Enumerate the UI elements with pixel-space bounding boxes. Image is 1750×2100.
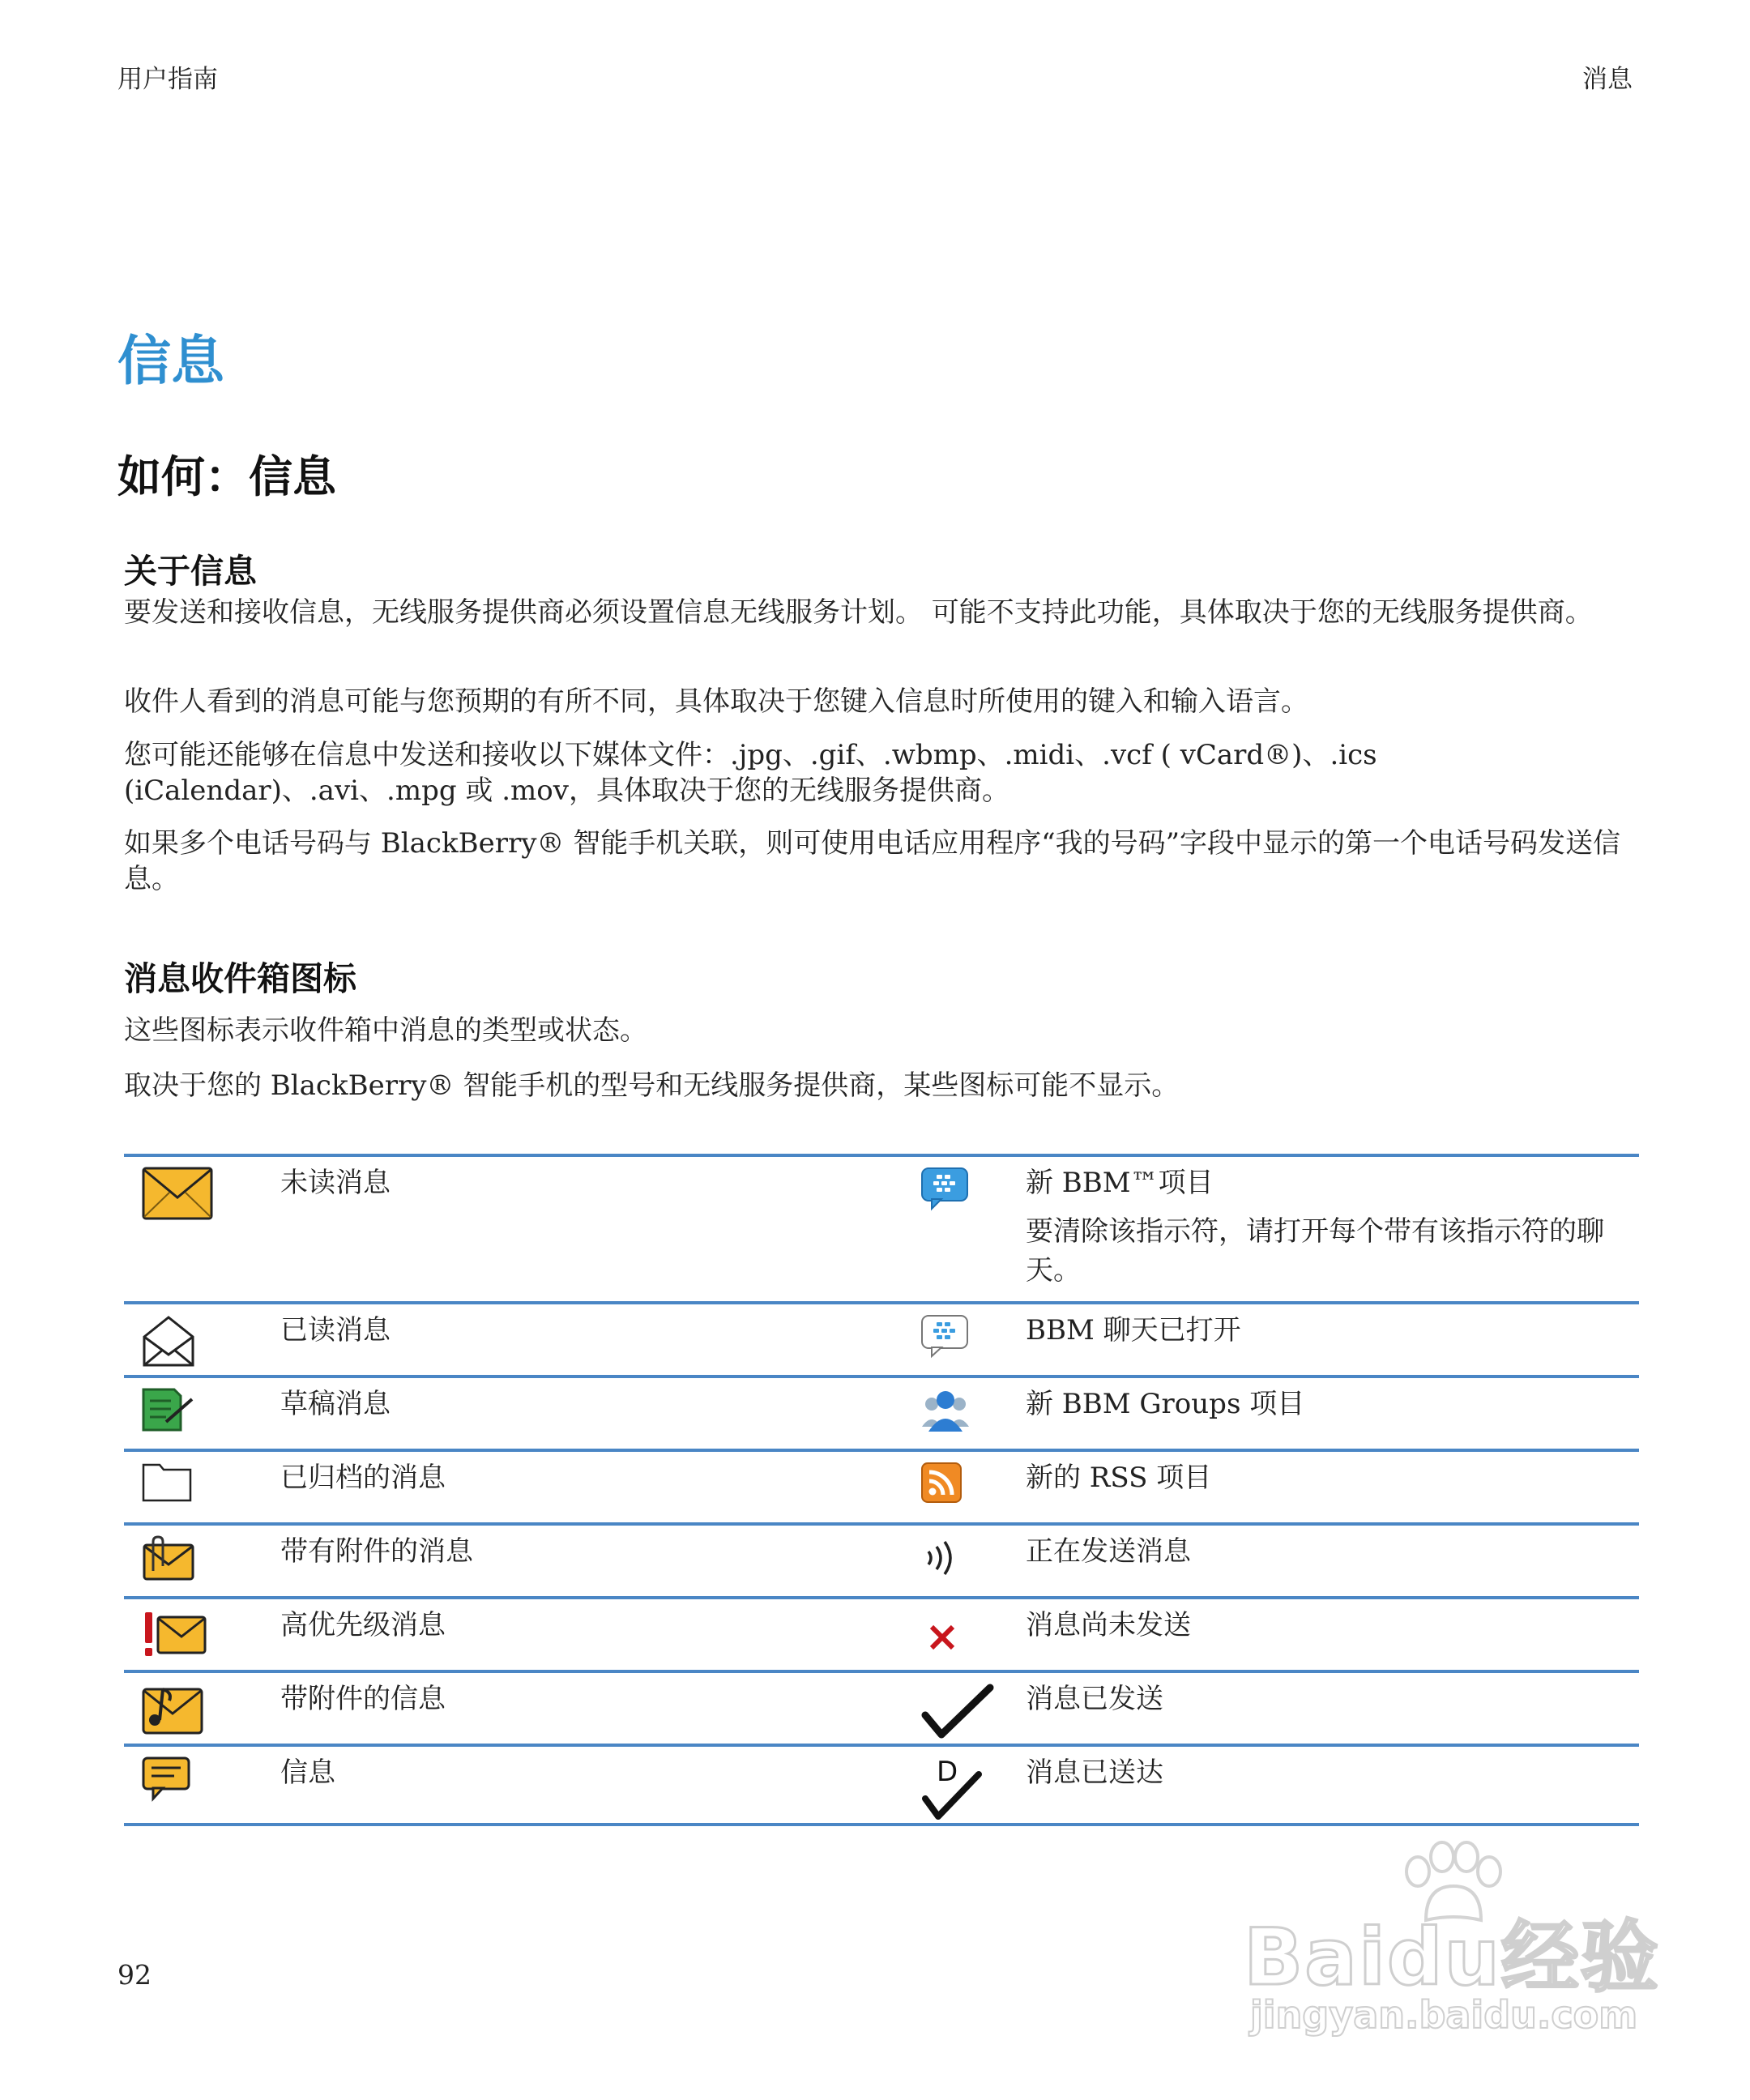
right-label: 消息尚未发送 [1026, 1609, 1191, 1641]
right-label: BBM 聊天已打开 [1026, 1314, 1241, 1347]
rss-icon [920, 1462, 962, 1504]
bbm-groups-icon [920, 1388, 971, 1433]
left-label: 未读消息 [280, 1167, 391, 1199]
draft-icon [142, 1388, 195, 1432]
table-row [124, 1377, 1639, 1450]
table-row [124, 1745, 1639, 1825]
right-label: 新的 RSS 项目 [1026, 1462, 1212, 1494]
baidu-watermark [1244, 1839, 1665, 2042]
delivered-check-icon [920, 1756, 985, 1823]
table-row [124, 1155, 1639, 1303]
left-label: 高优先级消息 [280, 1609, 446, 1641]
chapter-title: 信息 [117, 330, 224, 392]
about-paragraph-3: 您可能还能够在信息中发送和接收以下媒体文件：.jpg、.gif、.wbmp、.midi、.vcf ( vCard®)、.ics (iCalendar)、.avi、.mpg 或 .mov，具体取决于您的无线服务提供商。 [124, 739, 1377, 807]
header-section-name: 消息 [1582, 65, 1633, 94]
left-label: 已归档的消息 [280, 1462, 446, 1494]
watermark-url: jingyan.baidu.com [1250, 1993, 1638, 2037]
about-paragraph-4: 如果多个电话号码与 BlackBerry® 智能手机关联，则可使用电话应用程序“我的号码”字段中显示的第一个电话号码发送信息。 [124, 827, 1620, 895]
unread-envelope-icon [142, 1167, 213, 1220]
right-label: 消息已发送 [1026, 1683, 1163, 1715]
watermark-main: Baidu经验 [1244, 1912, 1660, 2003]
right-label: 新 BBM™项目 [1026, 1167, 1214, 1199]
left-label: 已读消息 [280, 1314, 391, 1347]
page-number: 92 [117, 1959, 152, 1991]
inbox-icons-paragraph-2: 取决于您的 BlackBerry® 智能手机的型号和无线服务提供商，某些图标可能不显示。 [124, 1069, 1180, 1102]
inbox-icons-paragraph-1: 这些图标表示收件箱中消息的类型或状态。 [124, 1014, 647, 1047]
about-heading: 关于信息 [124, 552, 257, 591]
table-row [124, 1303, 1639, 1377]
not-sent-icon [920, 1609, 962, 1654]
table-row [124, 1524, 1639, 1598]
mms-icon [142, 1683, 203, 1736]
open-envelope-icon [142, 1314, 195, 1368]
right-label: 消息已送达 [1026, 1756, 1163, 1789]
right-label: 正在发送消息 [1026, 1535, 1191, 1568]
sms-icon [142, 1756, 190, 1802]
about-paragraph-2: 收件人看到的消息可能与您预期的有所不同，具体取决于您键入信息时所使用的键入和输入语言。 [124, 685, 1308, 718]
about-paragraph-1: 要发送和接收信息，无线服务提供商必须设置信息无线服务计划。 可能不支持此功能，具体取决于您的无线服务提供商。 [124, 596, 1593, 629]
bbm-new-icon [920, 1167, 971, 1212]
table-row [124, 1598, 1639, 1671]
left-label: 带附件的信息 [280, 1683, 446, 1715]
priority-envelope-icon [142, 1609, 207, 1659]
right-note: 要清除该指示符，请打开每个带有该指示符的聊天。 [1026, 1215, 1604, 1287]
sent-check-icon [920, 1683, 995, 1741]
table-row [124, 1450, 1639, 1524]
inbox-icons-table [124, 1154, 1639, 1826]
header-guide-title: 用户指南 [117, 65, 218, 94]
sending-icon [920, 1535, 962, 1581]
delivered-letter: D [937, 1756, 958, 1788]
inbox-icons-heading: 消息收件箱图标 [124, 959, 356, 998]
table-row [124, 1671, 1639, 1745]
section-title: 如何：信息 [117, 451, 336, 502]
left-label: 带有附件的消息 [280, 1535, 473, 1568]
folder-icon [142, 1462, 192, 1502]
left-label: 草稿消息 [280, 1388, 391, 1420]
attachment-envelope-icon [142, 1535, 195, 1582]
right-label: 新 BBM Groups 项目 [1026, 1388, 1305, 1420]
bbm-chat-icon [920, 1314, 971, 1359]
left-label: 信息 [280, 1756, 335, 1789]
